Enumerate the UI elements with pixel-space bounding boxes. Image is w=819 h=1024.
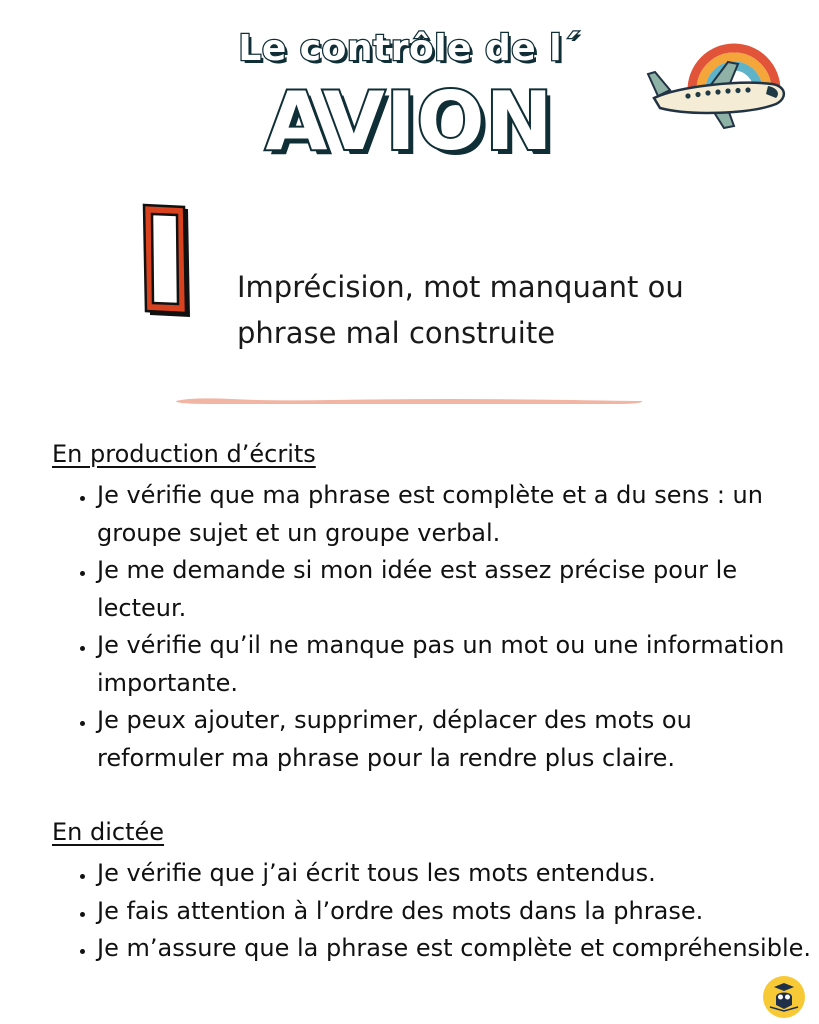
dictee-list [52, 855, 817, 968]
list-item: • Je peux ajouter, supprimer, déplacer des mots ou reformuler ma phrase pour la rendre plus claire. [97, 702, 817, 777]
divider [172, 394, 647, 408]
section-title-dictee: En dictée [52, 818, 165, 846]
list-item: • Je me demande si mon idée est assez précise pour le lecteur. [97, 552, 817, 627]
owl-logo-icon [762, 975, 806, 1019]
production-list [52, 477, 817, 777]
list-item: • Je vérifie qu’il ne manque pas un mot ou une information importante. [97, 627, 817, 702]
title-line-1: Le contrôle de l´ [238, 28, 581, 69]
section-title-production: En production d’écrits [52, 440, 316, 468]
letter-i-badge [138, 203, 198, 321]
airplane-rainbow-icon [640, 28, 790, 133]
list-item: • Je fais attention à l’ordre des mots dans la phrase. [97, 893, 817, 931]
list-item: • Je vérifie que j’ai écrit tous les mots entendus. [97, 855, 817, 893]
list-item: • Je vérifie que ma phrase est complète et a du sens : un groupe sujet et un groupe verbal. [97, 477, 817, 552]
list-item: • Je m’assure que la phrase est complète et compréhensible. [97, 930, 817, 968]
error-type-heading: Imprécision, mot manquant ou phrase mal construite [237, 270, 684, 350]
page-title: AVION [265, 75, 554, 168]
